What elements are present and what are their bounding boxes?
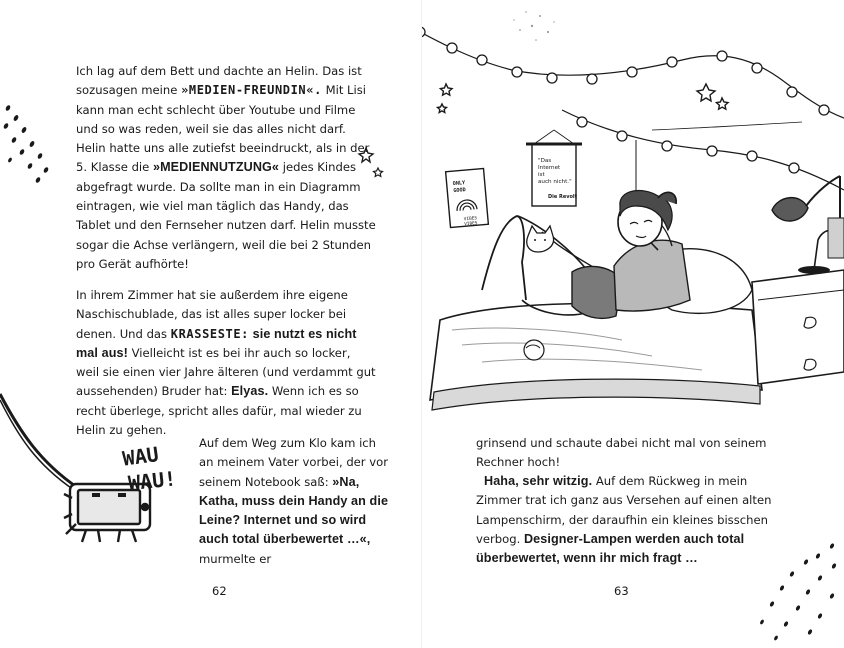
text-run: Ich lag auf dem Bett und dachte an Helin. Das ist sozusagen meine — [76, 64, 362, 98]
decorative-dots-illustration-right — [722, 540, 844, 648]
rainbow-poster-line-3: VIBES — [463, 216, 478, 223]
text-run: Auf dem Weg zum Klo kam ich an meinem Vater vorbei, der vor seinem Notebook saß: — [199, 436, 388, 489]
poster-line-1: "Das — [538, 158, 552, 164]
wau-line-2: WAU! — [126, 466, 178, 496]
page-number-right: 63 — [614, 584, 629, 598]
page-number-left: 62 — [212, 584, 227, 598]
text-run: »MEDIEN-FREUNDIN«. — [181, 83, 322, 98]
text-run: »MEDIENNUTZUNG« — [152, 160, 280, 175]
text-run: Haha, sehr witzig. — [484, 474, 593, 488]
text-run: sie nutzt es nicht mal aus! — [76, 326, 357, 360]
rainbow-poster-line-1: ONLY — [452, 180, 466, 188]
text-run: jedes Kindes abgefragt wurde. Da sollte man in ein Diagramm eintragen, wie viel man täglich das Handy, das Tablet und den Fernseher nutzen darf. Helin musste sogar die Achse verlängern, weil die bei 2 Stunden pro Gerät aufhörte! — [76, 160, 376, 271]
text-run: Auf dem Rückweg in mein Zimmer trat ich ganz aus Versehen auf einen alten Lampenschirm, der daraufhin ein kleines bisschen verbog. — [476, 474, 772, 546]
poster-line-2: Internet — [538, 165, 561, 171]
poster-line-5: Die Revolt — [548, 194, 578, 200]
left-paragraph-3 — [199, 434, 389, 569]
right-paragraph-1 — [476, 434, 776, 473]
text-run: grinsend und schaute dabei nicht mal von seinem Rechner hoch! — [476, 436, 767, 470]
wau-line-1: WAU — [121, 441, 161, 471]
decorative-dots-illustration — [0, 100, 60, 200]
text-run: KRASSESTE: — [170, 326, 250, 341]
star-doodle — [356, 140, 386, 180]
poster-line-3: ist — [538, 172, 545, 178]
rainbow-poster-line-4: VIBES — [464, 221, 478, 228]
poster-line-4: auch nicht." — [538, 179, 572, 185]
text-run: Mit Lisi kann man echt schlecht über Youtube und Filme und so was reden, weil sie das alles nicht darf. Helin hatte uns alle zutiefst beeindruckt, als in der 5. Klasse die — [76, 83, 370, 175]
text-run: »Na, Katha, muss dein Handy an die Leine? Internet und so wird auch total überbewertet …«, — [199, 474, 389, 547]
text-run: murmelte er — [199, 551, 272, 566]
girl-on-bed-illustration — [422, 0, 844, 420]
text-run: Designer-Lampen werden auch total überbewertet, wenn ihr mich fragt … — [476, 531, 745, 566]
right-page — [422, 0, 844, 648]
text-run: Wenn ich es so recht überlege, spricht alles dafür, mal wieder zu Helin zu gehen. — [76, 384, 362, 438]
text-run: Vielleicht ist es bei ihr auch so locker, weil sie einen vier Jahre älteren (und verdammt gut aussehenden) Bruder hat: — [76, 345, 376, 399]
text-run: In ihrem Zimmer hat sie außerdem ihre eigene Naschischublade, das ist alles super locker bei denen. Und das — [76, 288, 348, 341]
phone-on-leash-illustration — [0, 392, 200, 552]
rainbow-poster-line-2: GOOD — [453, 187, 467, 195]
left-paragraph-1 — [76, 62, 376, 274]
text-run: Elyas. — [231, 384, 269, 399]
